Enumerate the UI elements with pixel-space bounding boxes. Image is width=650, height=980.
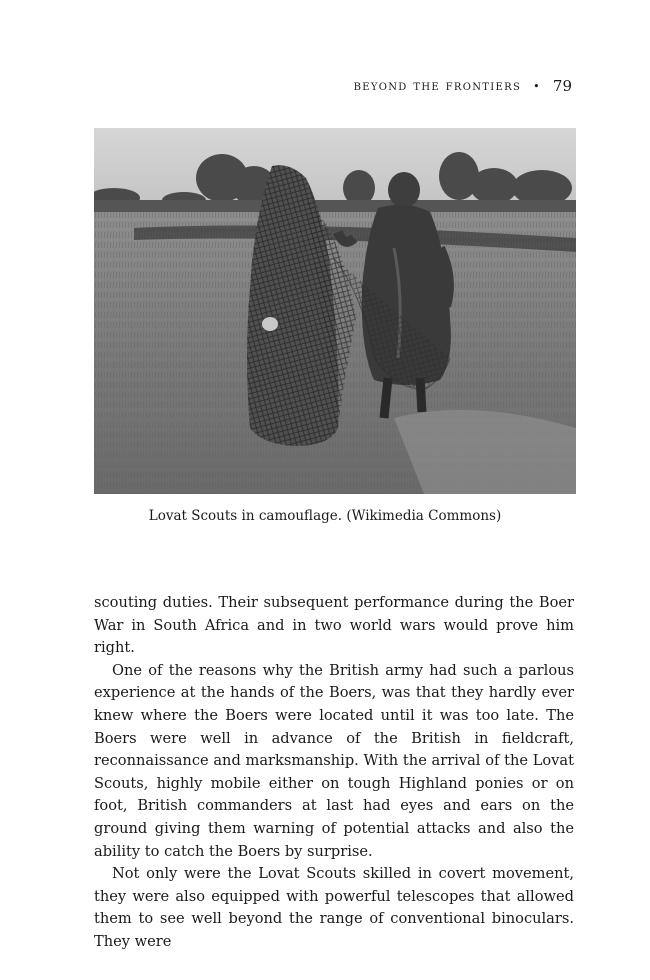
photograph (94, 128, 576, 494)
bullet-separator-icon: • (533, 79, 541, 93)
running-title: beyond the frontiers (353, 78, 522, 94)
running-header (354, 77, 572, 95)
page-number: 79 (552, 77, 572, 95)
paragraph: One of the reasons why the British army had such a parlous experience at the hands of the Boers, was that they hardly ever knew where the Boers were located until it was too late. The Boers were well in advance of the British in fieldcraft, reconnaissance and marksmanship. With the arrival of the Lovat Scouts, highly mobile either on tough Highland ponies or on foot, British commanders at last had eyes and ears on the ground giving them warning of potential attacks and also the ability to catch the Boers by surprise. (94, 661, 574, 860)
lovat-scouts-photo-illustration (94, 128, 576, 494)
paragraph: Not only were the Lovat Scouts skilled in covert movement, they were also equipped with powerful telescopes that allowed them to see well beyond the range of conventional binoculars. They were (94, 865, 574, 950)
paragraph: scouting duties. Their subsequent performance during the Boer War in South Africa and in two world wars would prove him right. (94, 594, 574, 657)
figure-caption: Lovat Scouts in camouflage. (Wikimedia Commons) (148, 508, 502, 524)
body-text (94, 592, 574, 954)
